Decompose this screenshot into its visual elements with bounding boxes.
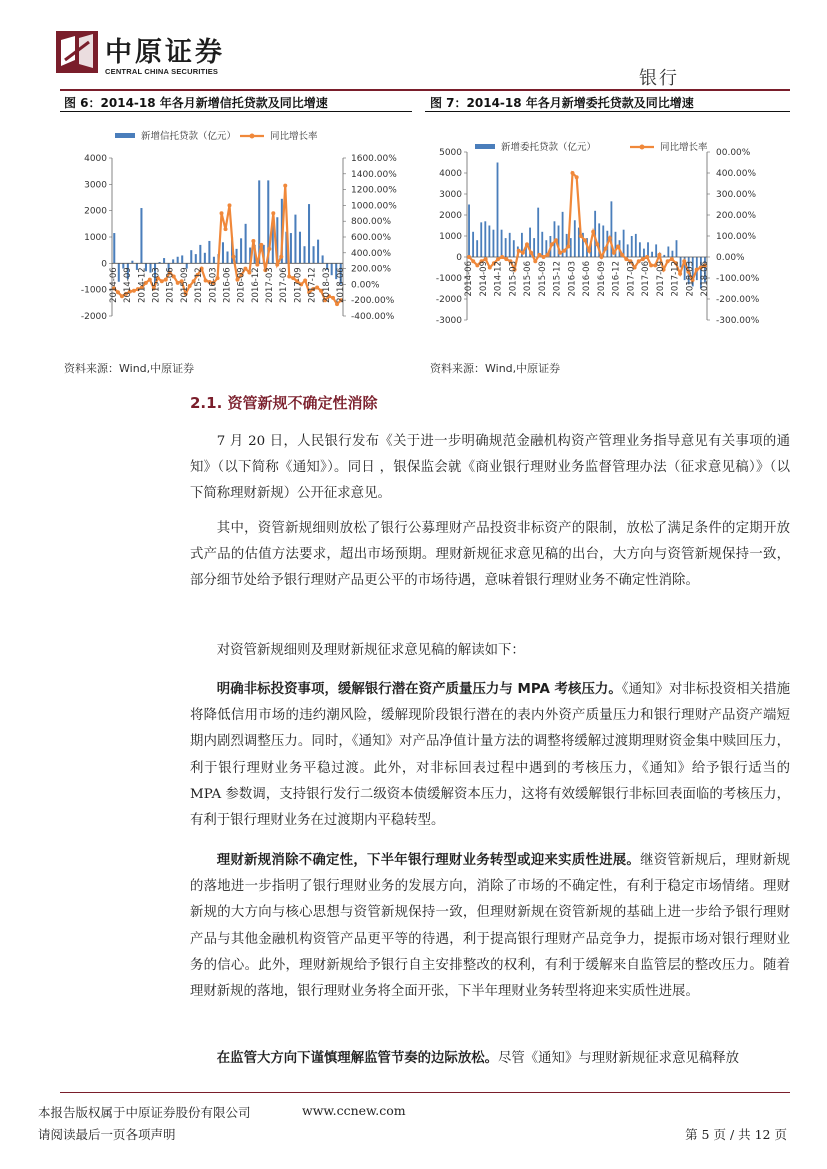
line-point <box>620 253 624 257</box>
x-tick-label: 2015-06 <box>523 261 533 297</box>
y2-tick-label: 800.00% <box>351 217 392 228</box>
line-point <box>500 255 504 259</box>
line-point <box>583 238 587 242</box>
bar <box>570 238 572 257</box>
line-point <box>695 268 699 272</box>
paragraph-text: 7 月 20 日，人民银行发布《关于进一步明确规范金融机构资产管理业务指导意见有关事项的通知》（以下简称《通知》）。同日 ，银保监会就《商业银行理财业务监督管理办法（征求意见稿）》（以下简称理财新规）公开征求意见。 <box>190 434 790 502</box>
x-tick-label: 2015-12 <box>552 261 563 297</box>
y-tick-label: 0 <box>456 253 462 263</box>
x-tick-label: 2017-03 <box>626 261 637 297</box>
figure-7-source: 资料来源：Wind,中原证券 <box>430 362 561 375</box>
line-point <box>542 255 546 259</box>
legend-line-label: 同比增长率 <box>660 142 708 153</box>
bar <box>501 230 503 257</box>
x-tick-label: 2017-09 <box>655 261 666 297</box>
x-tick-label: 2017-12 <box>670 261 681 297</box>
bar <box>199 245 201 263</box>
y2-tick-label: 1600.00% <box>351 154 397 164</box>
footer-disclaimer: 请阅读最后一页各项声明 <box>38 1127 176 1142</box>
bar <box>226 251 228 263</box>
x-tick-label: 2016-12 <box>611 261 622 297</box>
bar <box>493 230 495 257</box>
y-tick-label: 0 <box>101 259 107 270</box>
line-point <box>227 203 231 207</box>
line-point <box>224 227 228 231</box>
x-tick-label: 2014-12 <box>137 267 148 303</box>
bar <box>627 244 629 257</box>
line-point <box>467 255 471 259</box>
line-point <box>670 257 674 261</box>
y-tick-label: 5000 <box>439 148 462 158</box>
x-tick-label: 2015-09 <box>537 261 548 297</box>
bar <box>172 259 174 263</box>
y2-tick-label: 1000.00% <box>351 201 397 212</box>
bar <box>303 246 305 263</box>
y2-tick-label: 200.00% <box>351 264 392 275</box>
chart-trust-loans <box>60 118 410 353</box>
bar <box>655 244 657 257</box>
figure-7-title: 图 7：2014-18 年各月新增委托贷款及同比增速 <box>430 96 694 110</box>
section-tag: 银行 <box>639 68 679 89</box>
bar <box>222 242 224 263</box>
y-tick-label: 1000 <box>439 232 462 242</box>
figure-7-rule <box>425 111 790 112</box>
paragraph-bold-lead: 明确非标投资事项，缓解银行潜在资产质量压力与 MPA 考核压力。 <box>216 682 622 697</box>
bar <box>639 242 641 257</box>
line-point <box>204 278 208 282</box>
line-point <box>533 259 537 263</box>
bar <box>181 255 183 263</box>
line-point <box>303 278 307 282</box>
legend-line-marker <box>250 134 255 139</box>
paragraph <box>190 677 790 834</box>
x-tick-label: 2016-06 <box>222 267 233 303</box>
paragraph-text: 对资管新规细则及理财新规征求意见稿的解读如下： <box>216 643 525 658</box>
bar <box>651 252 653 257</box>
y2-tick-label: 1200.00% <box>351 185 397 196</box>
logo-cn-text: 中原证券 <box>105 37 225 68</box>
line-point <box>616 245 620 249</box>
legend-bar-swatch <box>475 144 495 149</box>
line-point <box>645 255 649 259</box>
bar <box>631 236 633 257</box>
bar <box>290 233 292 263</box>
line-point <box>275 263 279 267</box>
figure-6-source: 资料来源：Wind,中原证券 <box>64 362 195 375</box>
x-tick-label: 2014-09 <box>478 261 489 297</box>
bar <box>497 163 499 258</box>
bar <box>204 253 206 264</box>
bar <box>488 226 490 258</box>
bar <box>643 249 645 257</box>
y2-tick-label: 00.00% <box>716 148 751 158</box>
x-tick-label: 2014-06 <box>109 267 119 303</box>
line-point <box>595 242 599 246</box>
line-point <box>279 255 283 259</box>
x-tick-label: 2018-03 <box>685 261 696 297</box>
bar <box>541 232 543 257</box>
line-point <box>608 236 612 240</box>
logo-mark-icon <box>55 30 99 74</box>
footer-copyright: 本报告版权属于中原证券股份有限公司 <box>38 1105 251 1120</box>
y2-tick-label: -200.00% <box>716 295 760 305</box>
line-point <box>259 243 263 247</box>
x-tick-label: 2017-06 <box>279 267 290 303</box>
y2-tick-label: 0.00% <box>716 253 745 263</box>
x-tick-label: 2016-03 <box>567 261 578 297</box>
y-tick-label: 3000 <box>439 190 462 200</box>
y2-tick-label: -400.00% <box>351 312 395 322</box>
line-point <box>251 239 255 243</box>
y2-tick-label: 1400.00% <box>351 169 397 180</box>
bar <box>623 230 625 257</box>
line-point <box>604 247 608 251</box>
line-point <box>575 175 579 179</box>
x-tick-label: 2017-12 <box>307 267 318 303</box>
x-tick-label: 2018-06 <box>336 267 346 303</box>
x-tick-label: 2015-09 <box>179 267 190 303</box>
x-tick-label: 2016-09 <box>236 267 247 303</box>
y2-tick-label: 300.00% <box>716 190 757 200</box>
x-tick-label: 2018-03 <box>321 267 332 303</box>
y2-tick-label: 200.00% <box>716 211 757 221</box>
y2-tick-label: -300.00% <box>716 316 760 326</box>
bar <box>208 241 210 263</box>
x-tick-label: 2016-12 <box>250 267 261 303</box>
bar <box>509 233 511 257</box>
line-point <box>587 249 591 253</box>
y-tick-label: 4000 <box>439 169 462 179</box>
company-logo <box>55 30 245 86</box>
line-point <box>267 247 271 251</box>
y-tick-label: -1000 <box>435 274 462 284</box>
bar <box>322 255 324 263</box>
line-point <box>657 253 661 257</box>
footer-rule <box>60 1092 790 1093</box>
line-point <box>571 171 575 175</box>
y-tick-label: 2000 <box>84 206 107 217</box>
bar <box>672 251 674 257</box>
bar <box>574 220 576 257</box>
line-point <box>521 251 525 255</box>
line-point <box>579 234 583 238</box>
bar <box>484 221 486 257</box>
paragraph <box>190 516 790 595</box>
y-tick-label: -2000 <box>80 312 107 322</box>
bar <box>635 234 637 257</box>
bar <box>213 257 215 264</box>
header-rule <box>60 89 790 91</box>
y-tick-label: 1000 <box>84 233 107 243</box>
legend-line-marker <box>640 145 645 150</box>
y2-tick-label: 600.00% <box>351 233 392 243</box>
line-point <box>554 238 558 242</box>
line-point <box>504 257 508 261</box>
footer-page-number: 第 5 页 / 共 12 页 <box>685 1127 787 1142</box>
x-tick-label: 2015-06 <box>165 267 176 303</box>
bar <box>667 247 669 258</box>
line-point <box>517 249 521 253</box>
y2-tick-label: 100.00% <box>716 232 757 242</box>
legend-line-label: 同比增长率 <box>270 131 318 142</box>
line-point <box>641 257 645 261</box>
x-tick-label: 2016-03 <box>208 267 219 303</box>
x-tick-label: 2016-09 <box>596 261 607 297</box>
bar <box>245 224 247 264</box>
paragraph <box>190 848 790 1005</box>
line-point <box>666 259 670 263</box>
logo-en-text: CENTRAL CHINA SECURITIES <box>105 67 219 76</box>
x-tick-label: 2015-03 <box>151 267 162 303</box>
x-tick-label: 2017-06 <box>641 261 651 297</box>
line-point <box>271 211 275 215</box>
x-tick-label: 2015-03 <box>508 261 519 297</box>
x-tick-label: 2017-09 <box>293 267 304 303</box>
paragraph-bold-lead: 理财新规消除不确定性，下半年银行理财业务转型或迎来实质性进展。 <box>216 853 641 868</box>
x-tick-label: 2018-06 <box>700 261 710 297</box>
bar <box>537 208 539 257</box>
paragraph-text: 其中，资管新规细则放松了银行公募理财产品投资非标资产的限制，放松了满足条件的定期开放式产品的估值方法要求，超出市场预期。理财新规征求意见稿的出台，大方向与资管新规保持一致，部分细节处给予银行理财产品更公平的市场待遇，意味着银行理财业务不确定性消除。 <box>190 521 790 589</box>
y2-tick-label: 0.00% <box>351 280 380 291</box>
bar <box>317 240 319 264</box>
y2-tick-label: 400.00% <box>716 169 757 179</box>
bar <box>294 215 296 264</box>
chart-entrusted-loans <box>425 118 790 353</box>
paragraph-text: 尽管《通知》与理财新规征求意见稿释放 <box>498 1051 740 1066</box>
bar <box>190 250 192 263</box>
line-point <box>624 257 628 261</box>
section-heading: 2.1. 资管新规不确定性消除 <box>190 394 378 412</box>
paragraph-bold-lead: 在监管大方向下谨慎理解监管节奏的边际放松。 <box>216 1051 498 1066</box>
line-point <box>255 263 259 267</box>
bar <box>468 205 470 258</box>
figure-6-rule <box>60 111 412 112</box>
bar <box>533 238 535 257</box>
legend-bar-swatch <box>115 133 135 138</box>
footer-website: www.ccnew.com <box>302 1103 406 1118</box>
bar <box>240 238 242 263</box>
line-point <box>231 255 235 259</box>
line-point <box>562 249 566 253</box>
paragraph-text: 继资管新规后，理财新规的落地进一步指明了银行理财业务的发展方向，消除了市场的不确定性，有利于稳定市场情绪。理财新规的大方向与核心思想与资管新规保持一致，但理财新规在资管新规的基础上进一步给予银行理财产品与其他金融机构资管产品更平等的待遇，利于提高银行理财产品竞争力，提振市场对银行理财业务的信心。此外，理财新规给予银行自主安排整改的权利，有利于缓解来自监管层的整改压力。随着理财新规的落地，银行理财业务将全面开张，下半年理财业务转型将迎来实质性进展。 <box>190 853 791 1000</box>
y-tick-label: -2000 <box>435 295 462 305</box>
bar <box>505 238 507 257</box>
line-point <box>525 242 529 246</box>
line-point <box>599 255 603 259</box>
bar <box>308 204 310 263</box>
x-tick-label: 2016-06 <box>582 261 592 297</box>
line-point <box>612 251 616 255</box>
figure-6-title: 图 6：2014-18 年各月新增信托贷款及同比增速 <box>64 96 328 110</box>
bar <box>472 232 474 257</box>
x-tick-label: 2014-06 <box>464 261 474 297</box>
paragraph <box>190 1046 790 1072</box>
line-point <box>591 230 595 234</box>
bar <box>140 208 142 263</box>
line-point <box>566 245 570 249</box>
line-point <box>537 253 541 257</box>
x-tick-label: 2014-09 <box>123 267 134 303</box>
bar <box>676 240 678 257</box>
bar <box>177 257 179 264</box>
y-tick-label: 4000 <box>84 154 107 164</box>
line-point <box>529 251 533 255</box>
y2-tick-label: -200.00% <box>351 296 395 307</box>
y-tick-label: 2000 <box>439 211 462 221</box>
bar <box>236 249 238 263</box>
bar <box>113 233 115 263</box>
bar <box>195 254 197 263</box>
legend-bar-label: 新增委托贷款（亿元） <box>501 142 597 153</box>
paragraph-text: 《通知》对非标投资相关措施将降低信用市场的违约潮风险，缓解现阶段银行潜在的表内外资产质量压力和银行理财产品资产端短期内剧烈调整压力。同时，《通知》对产品净值计量方法的调整将缓解过渡期理财资金集中赎回压力，利于银行理财业务平稳过渡。此外，对非标回表过程中遇到的考核压力，《通知》给予银行适当的 MPA 参数调，支持银行发行二级资本债缓解资本压力，这将有效缓解银行非标回表面临的考核压力，有利于银行理财业务在过渡期内平稳转型。 <box>190 682 790 829</box>
line-point <box>550 242 554 246</box>
bar <box>299 232 301 264</box>
bar <box>163 258 165 263</box>
line-point <box>283 184 287 188</box>
x-tick-label: 2014-12 <box>493 261 504 297</box>
line-point <box>220 211 224 215</box>
bar <box>647 242 649 257</box>
y-tick-label: -1000 <box>80 285 107 296</box>
line-point <box>558 251 562 255</box>
y2-tick-label: -100.00% <box>716 274 760 284</box>
bar <box>480 222 482 257</box>
y-tick-label: 3000 <box>84 180 107 191</box>
bar <box>476 240 478 257</box>
line-point <box>546 253 550 257</box>
paragraph <box>190 429 790 508</box>
line-point <box>496 257 500 261</box>
legend-bar-label: 新增信托贷款（亿元） <box>141 131 237 142</box>
paragraph <box>190 638 790 664</box>
y2-tick-label: 400.00% <box>351 248 392 259</box>
x-tick-label: 2015-12 <box>194 267 205 303</box>
bar <box>313 246 315 263</box>
bar <box>513 240 515 257</box>
y-tick-label: -3000 <box>435 316 462 326</box>
line-point <box>484 257 488 261</box>
x-tick-label: 2017-03 <box>265 267 276 303</box>
